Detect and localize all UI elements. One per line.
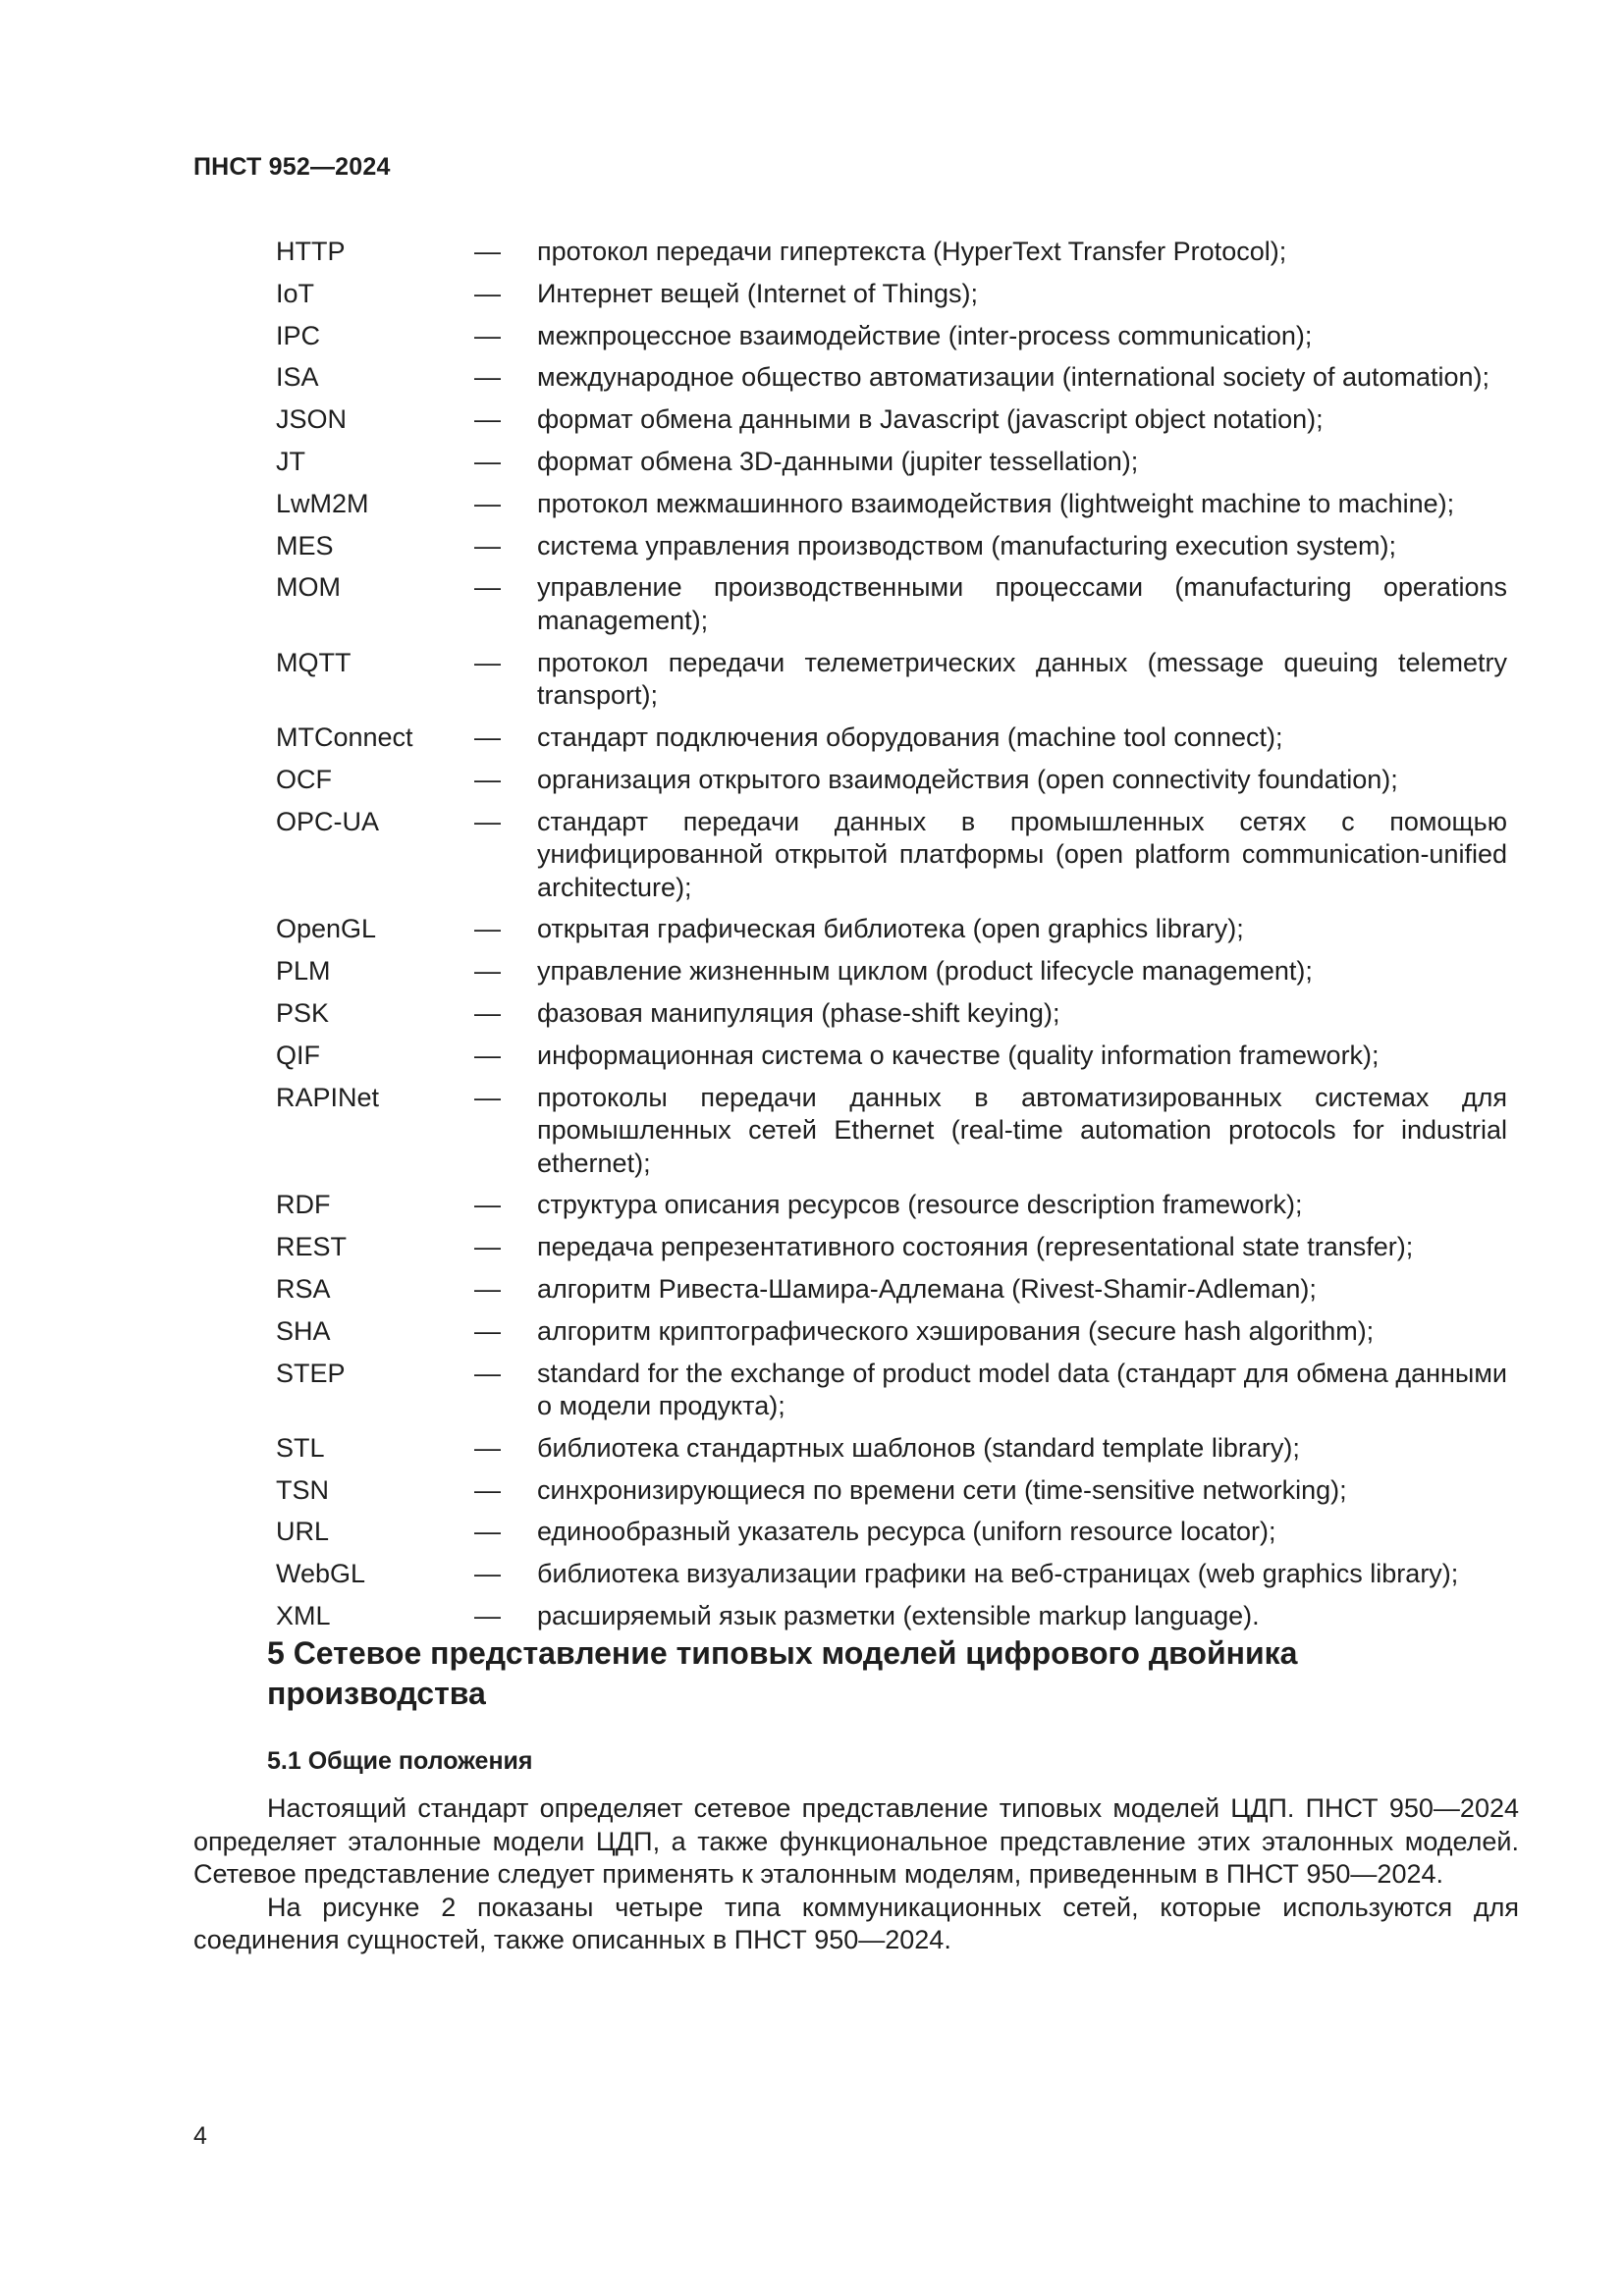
abbreviation-term: MES: [276, 530, 334, 561]
abbreviation-definition: библиотека визуализации графики на веб-страницах (web graphics library);: [537, 1559, 1459, 1589]
abbreviation-item: [276, 278, 1507, 311]
abbreviation-item: [276, 320, 1507, 353]
abbreviation-item: [276, 955, 1507, 988]
abbreviation-item: [276, 1315, 1507, 1349]
abbreviation-dash: —: [474, 572, 501, 603]
abbreviation-item: [276, 1600, 1507, 1633]
abbreviation-dash: —: [474, 278, 501, 308]
abbreviation-item: [276, 488, 1507, 521]
abbreviation-definition: синхронизирующиеся по времени сети (time-sensitive networking);: [537, 1474, 1347, 1505]
abbreviation-term: IoT: [276, 278, 315, 308]
abbreviation-term: RDF: [276, 1190, 331, 1220]
abbreviation-dash: —: [474, 446, 501, 476]
abbreviation-item: [276, 764, 1507, 797]
abbreviation-dash: —: [474, 1273, 501, 1304]
abbreviation-definition: расширяемый язык разметки (extensible markup language).: [537, 1601, 1260, 1631]
abbreviation-dash: —: [474, 1559, 501, 1589]
abbreviations-list: [276, 236, 1507, 1642]
abbreviation-term: STL: [276, 1432, 325, 1463]
abbreviation-definition: управление жизненным циклом (product lifecycle management);: [537, 956, 1313, 987]
abbreviation-dash: —: [474, 721, 501, 752]
abbreviation-definition: единообразный указатель ресурса (uniforn resource locator);: [537, 1517, 1276, 1547]
abbreviation-dash: —: [474, 1358, 501, 1388]
abbreviation-term: JSON: [276, 404, 348, 435]
body-paragraph: Настоящий стандарт определяет сетевое представление типовых моделей ЦДП. ПНСТ 950—2024 определяет эталонные модели ЦДП, а также функциональное представление этих эталонных моделей. Сетевое представление следует применять к эталонным моделям, приведенным в ПНСТ 950—2024.: [193, 1793, 1519, 1889]
abbreviation-term: STEP: [276, 1358, 346, 1388]
section-body: [193, 1792, 1519, 1957]
abbreviation-definition: межпроцессное взаимодействие (inter-process communication);: [537, 320, 1313, 350]
abbreviation-dash: —: [474, 237, 501, 266]
abbreviation-definition: структура описания ресурсов (resource description framework);: [537, 1190, 1303, 1220]
abbreviation-dash: —: [474, 488, 501, 518]
abbreviation-term: OPC-UA: [276, 806, 380, 836]
abbreviation-term: OCF: [276, 764, 332, 794]
abbreviation-item: [276, 446, 1507, 479]
abbreviation-item: [276, 721, 1507, 755]
abbreviation-definition: протокол межмашинного взаимодействия (lightweight machine to machine);: [537, 488, 1455, 518]
abbreviation-dash: —: [474, 1474, 501, 1505]
abbreviation-item: [276, 1474, 1507, 1508]
abbreviation-term: XML: [276, 1601, 331, 1631]
abbreviation-term: PSK: [276, 997, 330, 1028]
abbreviation-item: [276, 806, 1507, 905]
abbreviation-definition: фазовая манипуляция (phase-shift keying);: [537, 997, 1060, 1028]
abbreviation-definition: протоколы передачи данных в автоматизированных системах для промышленных сетей Ethernet (real-time automation protocols for industrial ethernet);: [537, 1082, 1507, 1178]
abbreviation-item: [276, 1082, 1507, 1181]
abbreviation-dash: —: [474, 530, 501, 561]
abbreviation-item: [276, 1273, 1507, 1307]
abbreviation-definition: открытая графическая библиотека (open graphics library);: [537, 914, 1244, 944]
abbreviation-item: [276, 1358, 1507, 1423]
abbreviation-term: LwM2M: [276, 488, 369, 518]
abbreviation-definition: управление производственными процессами (manufacturing operations management);: [537, 572, 1507, 635]
abbreviation-term: URL: [276, 1517, 330, 1547]
abbreviation-definition: библиотека стандартных шаблонов (standard template library);: [537, 1432, 1300, 1463]
abbreviation-definition: информационная система о качестве (quality information framework);: [537, 1040, 1380, 1070]
abbreviation-definition: алгоритм Ривеста-Шамира-Адлемана (Rivest-Shamir-Adleman);: [537, 1273, 1317, 1304]
abbreviation-item: [276, 236, 1507, 269]
abbreviation-item: [276, 571, 1507, 637]
abbreviation-term: PLM: [276, 956, 331, 987]
abbreviation-item: [276, 997, 1507, 1031]
abbreviation-term: RAPINet: [276, 1082, 380, 1112]
abbreviation-dash: —: [474, 1432, 501, 1463]
abbreviation-term: MTConnect: [276, 721, 413, 752]
abbreviation-term: WebGL: [276, 1559, 366, 1589]
abbreviation-dash: —: [474, 956, 501, 987]
abbreviation-definition: формат обмена данными в Javascript (javascript object notation);: [537, 404, 1324, 435]
abbreviation-term: IPC: [276, 320, 321, 350]
abbreviation-item: [276, 1432, 1507, 1466]
abbreviation-dash: —: [474, 320, 501, 350]
abbreviation-definition: стандарт передачи данных в промышленных сетях с помощью унифицированной открытой платформы (open platform communication-unified architecture);: [537, 806, 1507, 902]
abbreviation-term: MOM: [276, 572, 341, 603]
body-paragraph: На рисунке 2 показаны четыре типа коммуникационных сетей, которые используются для соединения сущностей, также описанных в ПНСТ 950—2024.: [193, 1892, 1519, 1954]
abbreviation-term: SHA: [276, 1315, 331, 1346]
abbreviation-term: HTTP: [276, 237, 346, 266]
abbreviation-dash: —: [474, 1040, 501, 1070]
subsection-heading: 5.1 Общие положения: [267, 1747, 533, 1775]
abbreviation-definition: система управления производством (manufacturing execution system);: [537, 530, 1396, 561]
abbreviation-definition: протокол передачи телеметрических данных (message queuing telemetry transport);: [537, 647, 1507, 711]
abbreviation-item: [276, 1516, 1507, 1549]
abbreviation-definition: передача репрезентативного состояния (representational state transfer);: [537, 1232, 1414, 1262]
abbreviation-dash: —: [474, 1232, 501, 1262]
abbreviation-item: [276, 1231, 1507, 1264]
abbreviation-dash: —: [474, 806, 501, 836]
abbreviation-term: RSA: [276, 1273, 331, 1304]
abbreviation-definition: организация открытого взаимодействия (open connectivity foundation);: [537, 764, 1398, 794]
abbreviation-item: [276, 361, 1507, 395]
abbreviation-item: [276, 1040, 1507, 1073]
abbreviation-dash: —: [474, 764, 501, 794]
abbreviation-term: QIF: [276, 1040, 320, 1070]
abbreviation-definition: Интернет вещей (Internet of Things);: [537, 278, 978, 308]
abbreviation-definition: алгоритм криптографического хэширования (secure hash algorithm);: [537, 1315, 1375, 1346]
abbreviation-definition: международное общество автоматизации (international society of automation);: [537, 362, 1490, 393]
abbreviation-definition: standard for the exchange of product model data (стандарт для обмена данными о модели продукта);: [537, 1358, 1507, 1421]
page-number: 4: [193, 2122, 207, 2150]
abbreviation-item: [276, 913, 1507, 946]
abbreviation-dash: —: [474, 914, 501, 944]
abbreviation-dash: —: [474, 1601, 501, 1631]
abbreviation-item: [276, 530, 1507, 563]
abbreviation-definition: формат обмена 3D-данными (jupiter tessellation);: [537, 446, 1139, 476]
abbreviation-dash: —: [474, 362, 501, 393]
abbreviation-item: [276, 1558, 1507, 1591]
abbreviation-dash: —: [474, 1517, 501, 1547]
document-code-header: ПНСТ 952—2024: [193, 153, 391, 181]
section-heading: 5 Сетевое представление типовых моделей цифрового двойника производства: [267, 1635, 1298, 1711]
abbreviation-definition: протокол передачи гипертекста (HyperText Transfer Protocol);: [537, 237, 1287, 266]
abbreviation-term: OpenGL: [276, 914, 377, 944]
abbreviation-item: [276, 1189, 1507, 1222]
abbreviation-definition: стандарт подключения оборудования (machine tool connect);: [537, 721, 1283, 752]
abbreviation-item: [276, 647, 1507, 713]
abbreviation-term: JT: [276, 446, 305, 476]
abbreviation-dash: —: [474, 647, 501, 677]
abbreviation-dash: —: [474, 1082, 501, 1112]
abbreviation-item: [276, 403, 1507, 437]
abbreviation-dash: —: [474, 1190, 501, 1220]
abbreviation-dash: —: [474, 997, 501, 1028]
abbreviation-term: ISA: [276, 362, 319, 393]
abbreviation-term: REST: [276, 1232, 348, 1262]
abbreviation-term: MQTT: [276, 647, 352, 677]
abbreviation-term: TSN: [276, 1474, 329, 1505]
abbreviation-dash: —: [474, 404, 501, 435]
abbreviation-dash: —: [474, 1315, 501, 1346]
